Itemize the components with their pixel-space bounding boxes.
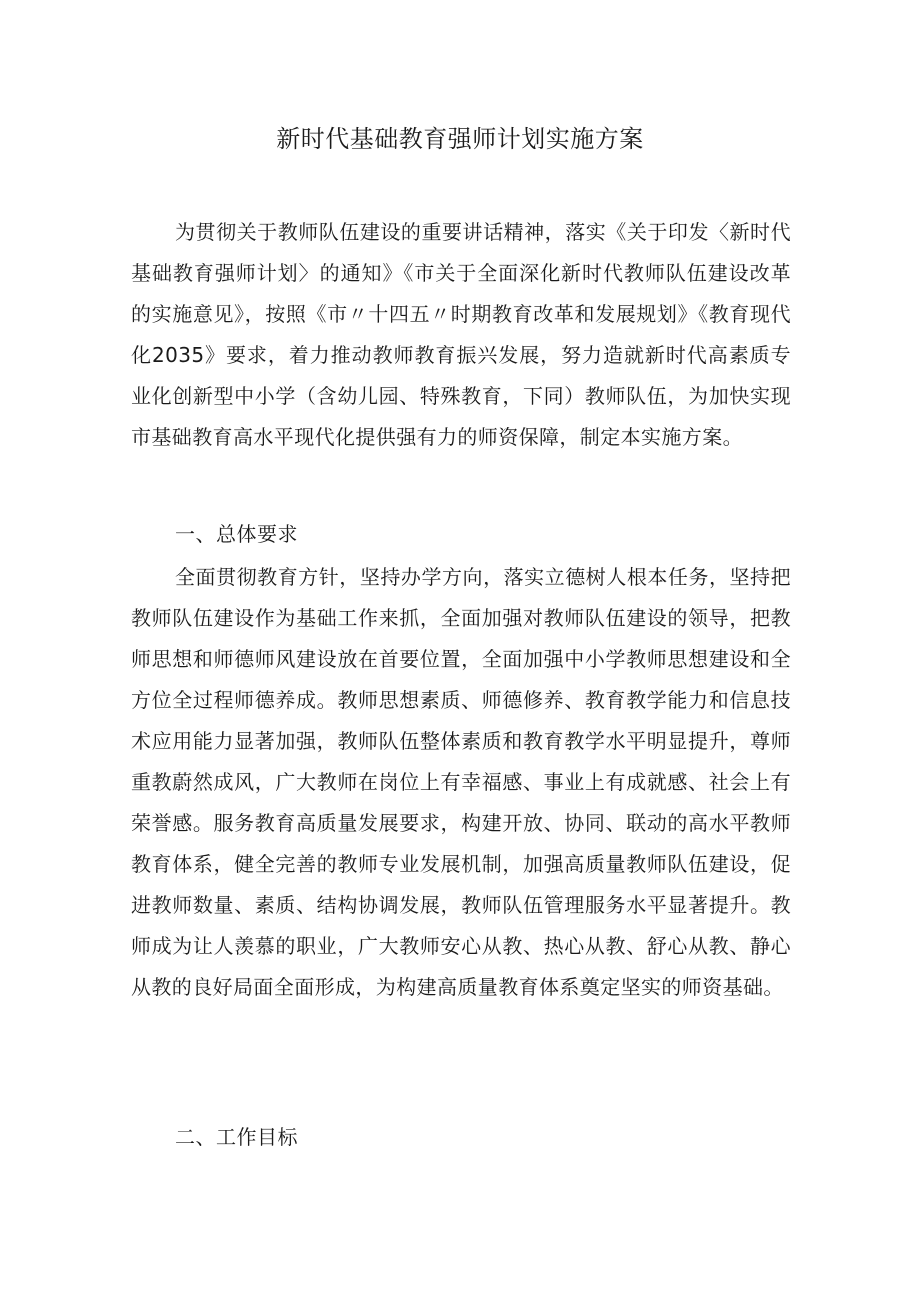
general-requirements-paragraph: 全面贯彻教育方针，坚持办学方向，落实立德树人根本任务，坚持把教师队伍建设作为基础工作来抓，全面加强对教师队伍建设的领导，把教师思想和师德师风建设放在首要位置，全面加强中小学教师思想建设和全方位全过程师德养成。教师思想素质、师德修养、教育教学能力和信息技术应用能力显著加强，教师队伍整体素质和教育教学水平明显提升，尊师重教蔚然成风，广大教师在岗位上有幸福感、事业上有成就感、社会上有荣誉感。服务教育高质量发展要求，构建开放、协同、联动的高水平教师教育体系，健全完善的教师专业发展机制，加强高质量教师队伍建设，促进教师数量、素质、结构协调发展，教师队伍管理服务水平显著提升。教师成为让人羡慕的职业，广大教师安心从教、热心从教、舒心从教、静心从教的良好局面全面形成，为构建高质量教育体系奠定坚实的师资基础。 [131, 565, 791, 999]
section-heading-general-requirements: 一、总体要求 [175, 522, 298, 546]
section-heading-work-goals: 二、工作目标 [175, 1125, 298, 1149]
intro-paragraph: 为贯彻关于教师队伍建设的重要讲话精神，落实《关于印发〈新时代基础教育强师计划〉的通知》《市关于全面深化新时代教师队伍建设改革的实施意见》，按照《市〃十四五〃时期教育改革和发展规划》《教育现代化2035》要求，着力推动教师教育振兴发展，努力造就新时代高素质专业化创新型中小学（含幼儿园、特殊教育，下同）教师队伍，为加快实现市基础教育高水平现代化提供强有力的师资保障，制定本实施方案。 [131, 220, 791, 449]
document-title: 新时代基础教育强师计划实施方案 [276, 125, 644, 153]
